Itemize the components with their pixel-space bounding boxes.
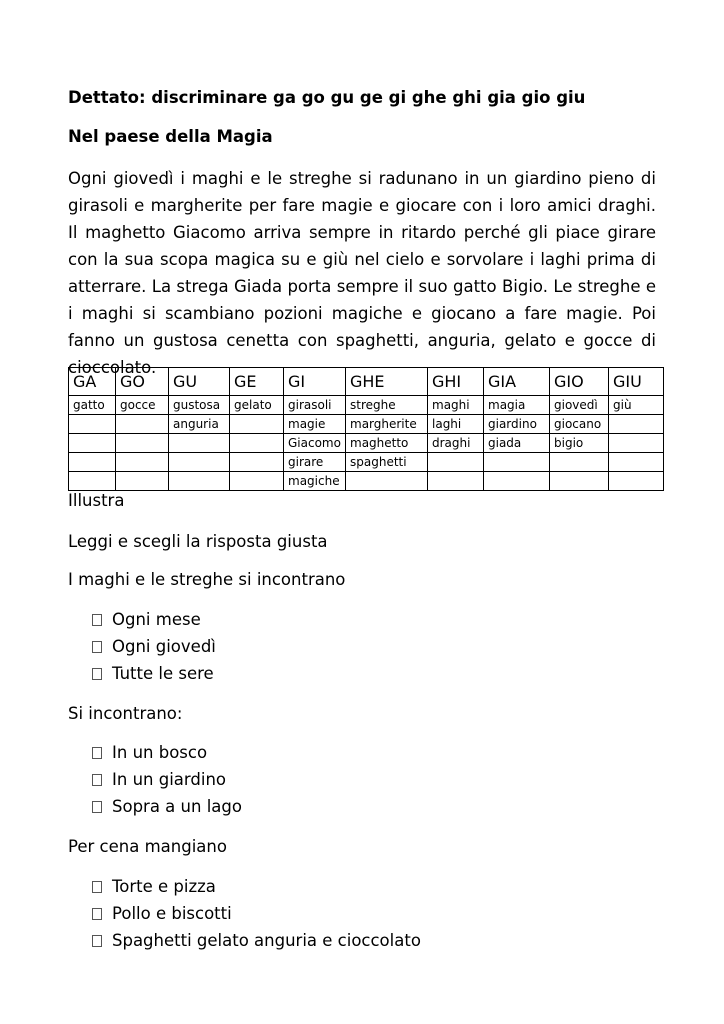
table-cell xyxy=(609,434,664,453)
table-cell: giardino xyxy=(484,415,550,434)
table-cell xyxy=(116,415,169,434)
table-cell xyxy=(484,453,550,472)
checkbox-icon[interactable] xyxy=(92,774,102,786)
answer-option[interactable] xyxy=(92,873,421,900)
answer-option[interactable] xyxy=(92,633,216,660)
table-cell: girare xyxy=(284,453,346,472)
table-row xyxy=(69,415,664,434)
answer-option[interactable] xyxy=(92,660,216,687)
table-row xyxy=(69,472,664,491)
table-cell: girasoli xyxy=(284,396,346,415)
syllable-table xyxy=(68,367,664,491)
table-cell: gocce xyxy=(116,396,169,415)
question-1: I maghi e le streghe si incontrano xyxy=(68,570,346,589)
question-1-options xyxy=(92,606,216,687)
checkbox-icon[interactable] xyxy=(92,881,102,893)
page-title: Dettato: discriminare ga go gu ge gi ghe ghi gia gio giu xyxy=(68,88,586,107)
table-row xyxy=(69,453,664,472)
table-header: GIU xyxy=(609,368,664,396)
table-cell xyxy=(230,472,284,491)
table-cell: gustosa xyxy=(169,396,230,415)
table-cell xyxy=(69,472,116,491)
table-cell: bigio xyxy=(550,434,609,453)
table-cell: draghi xyxy=(428,434,484,453)
table-cell xyxy=(169,434,230,453)
table-row xyxy=(69,396,664,415)
table-cell: margherite xyxy=(346,415,428,434)
table-cell: giada xyxy=(484,434,550,453)
table-cell: spaghetti xyxy=(346,453,428,472)
table-header: GIA xyxy=(484,368,550,396)
table-cell xyxy=(230,453,284,472)
table-cell xyxy=(230,415,284,434)
table-header: GU xyxy=(169,368,230,396)
answer-option[interactable] xyxy=(92,793,242,820)
answer-option[interactable] xyxy=(92,739,242,766)
answer-option-label: Torte e pizza xyxy=(112,877,216,896)
answer-option[interactable] xyxy=(92,927,421,954)
table-cell xyxy=(169,453,230,472)
table-cell xyxy=(550,453,609,472)
instructions-text: Leggi e scegli la risposta giusta xyxy=(68,532,328,551)
table-cell xyxy=(428,472,484,491)
table-cell xyxy=(609,453,664,472)
checkbox-icon[interactable] xyxy=(92,908,102,920)
question-2: Si incontrano: xyxy=(68,704,183,723)
table-cell: maghi xyxy=(428,396,484,415)
checkbox-icon[interactable] xyxy=(92,668,102,680)
checkbox-icon[interactable] xyxy=(92,641,102,653)
answer-option-label: Tutte le sere xyxy=(112,664,214,683)
table-cell: laghi xyxy=(428,415,484,434)
table-cell: gatto xyxy=(69,396,116,415)
table-cell: giù xyxy=(609,396,664,415)
checkbox-icon[interactable] xyxy=(92,935,102,947)
checkbox-icon[interactable] xyxy=(92,747,102,759)
table-cell xyxy=(230,434,284,453)
table-cell xyxy=(346,472,428,491)
checkbox-icon[interactable] xyxy=(92,614,102,626)
table-header: GA xyxy=(69,368,116,396)
table-cell xyxy=(428,453,484,472)
table-cell: gelato xyxy=(230,396,284,415)
table-cell: giovedì xyxy=(550,396,609,415)
answer-option[interactable] xyxy=(92,900,421,927)
table-header: GHI xyxy=(428,368,484,396)
answer-option-label: Ogni mese xyxy=(112,610,201,629)
table-header: GE xyxy=(230,368,284,396)
table-cell xyxy=(550,472,609,491)
table-cell: magiche xyxy=(284,472,346,491)
table-cell: streghe xyxy=(346,396,428,415)
answer-option[interactable] xyxy=(92,606,216,633)
table-header: GHE xyxy=(346,368,428,396)
question-3: Per cena mangiano xyxy=(68,837,227,856)
table-row xyxy=(69,434,664,453)
table-cell: magie xyxy=(284,415,346,434)
question-3-options xyxy=(92,873,421,954)
checkbox-icon[interactable] xyxy=(92,801,102,813)
illustra-label: Illustra xyxy=(68,491,125,510)
table-cell: anguria xyxy=(169,415,230,434)
table-cell: Giacomo xyxy=(284,434,346,453)
table-header: GI xyxy=(284,368,346,396)
answer-option-label: In un giardino xyxy=(112,770,227,789)
answer-option[interactable] xyxy=(92,766,242,793)
table-header-row xyxy=(69,368,664,396)
table-cell: maghetto xyxy=(346,434,428,453)
answer-option-label: Pollo e biscotti xyxy=(112,904,232,923)
question-2-options xyxy=(92,739,242,820)
table-cell xyxy=(116,434,169,453)
answer-option-label: Ogni giovedì xyxy=(112,637,216,656)
table-header: GIO xyxy=(550,368,609,396)
table-header: GO xyxy=(116,368,169,396)
table-cell xyxy=(69,434,116,453)
story-title: Nel paese della Magia xyxy=(68,127,273,146)
story-text: Ogni giovedì i maghi e le streghe si radunano in un giardino pieno di girasoli e margherite per fare magie e giocare con i loro amici draghi. Il maghetto Giacomo arriva sempre in ritardo perché gli piace girare con la sua scopa magica su e giù nel cielo e sorvolare i laghi prima di atterrare. La strega Giada porta sempre il suo gatto Bigio. Le streghe e i maghi si scambiano pozioni magiche e giocano a fare magie. Poi fanno un gustosa cenetta con spaghetti, anguria, gelato e gocce di cioccolato. xyxy=(68,169,656,377)
table-cell xyxy=(69,415,116,434)
table-cell: giocano xyxy=(550,415,609,434)
answer-option-label: In un bosco xyxy=(112,743,208,762)
answer-option-label: Sopra a un lago xyxy=(112,797,242,816)
table-cell xyxy=(169,472,230,491)
table-cell xyxy=(609,472,664,491)
table-cell xyxy=(116,472,169,491)
table-cell xyxy=(116,453,169,472)
table-cell xyxy=(69,453,116,472)
table-cell xyxy=(484,472,550,491)
table-cell xyxy=(609,415,664,434)
answer-option-label: Spaghetti gelato anguria e cioccolato xyxy=(112,931,421,950)
table-cell: magia xyxy=(484,396,550,415)
